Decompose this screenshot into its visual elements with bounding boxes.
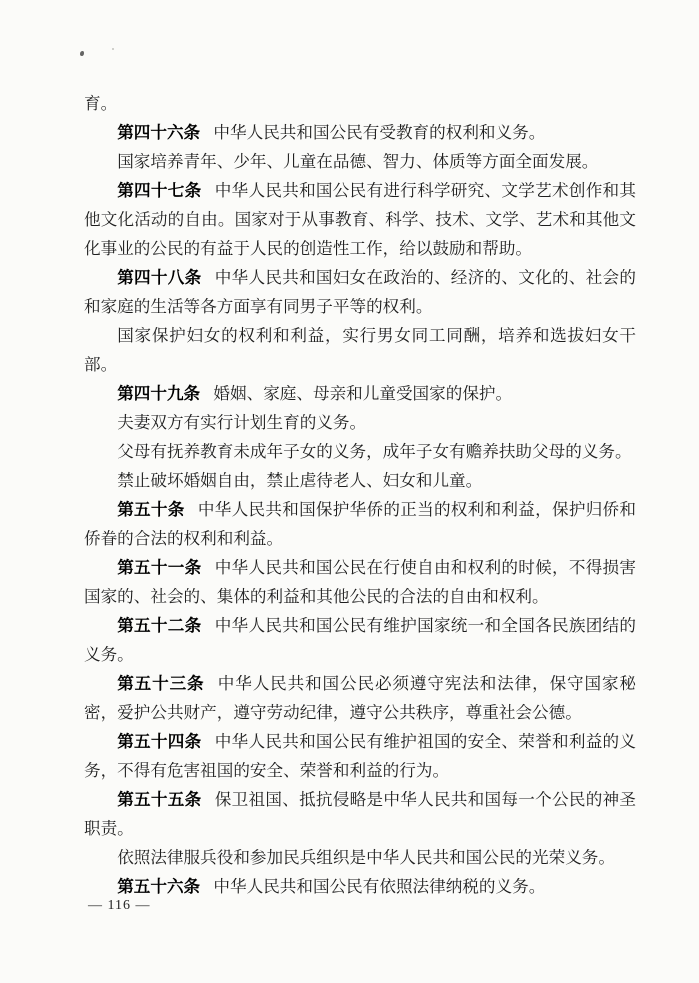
paragraph	[84, 379, 636, 408]
article-number: 第五十二条	[117, 616, 202, 635]
article-number: 第五十四条	[117, 732, 202, 751]
text-block	[84, 89, 636, 901]
article-number: 第五十三条	[117, 674, 205, 693]
paragraph-text: 中华人民共和国公民有进行科学研究、文学艺术创作和其他文化活动的自由。国家对于从事教育、科学、技术、文学、艺术和其他文化事业的公民的有益于人民的创造性工作，给以鼓励和帮助。	[84, 181, 637, 258]
paragraph	[84, 553, 636, 611]
paragraph	[84, 408, 636, 437]
article-number: 第五十六条	[117, 877, 201, 896]
paragraph-text: 育。	[84, 94, 118, 113]
article-number: 第五十五条	[117, 790, 202, 809]
paragraph	[84, 872, 636, 901]
paragraph-text: 中华人民共和国妇女在政治的、经济的、文化的、社会的和家庭的生活等各方面享有同男子平等的权利。	[84, 268, 637, 316]
paragraph	[84, 785, 636, 843]
paragraph-text: 父母有抚养教育未成年子女的义务，成年子女有赡养扶助父母的义务。	[117, 442, 632, 461]
paragraph	[84, 495, 636, 553]
paragraph	[84, 263, 636, 321]
article-number: 第四十七条	[117, 181, 202, 200]
paragraph-text: 中华人民共和国公民有维护国家统一和全国各民族团结的义务。	[84, 616, 637, 664]
paragraph	[84, 727, 636, 785]
paragraph-text: 国家培养青年、少年、儿童在品德、智力、体质等方面全面发展。	[117, 152, 599, 171]
paragraph-text: 婚姻、家庭、母亲和儿童受国家的保护。	[213, 384, 513, 403]
scan-speck-small	[112, 48, 114, 50]
paragraph	[84, 437, 636, 466]
paragraph-text: 中华人民共和国公民有受教育的权利和义务。	[213, 123, 546, 142]
paragraph	[84, 611, 636, 669]
article-number: 第五十条	[117, 500, 185, 519]
paragraph-text: 中华人民共和国保护华侨的正当的权利和利益，保护归侨和侨眷的合法的权利和利益。	[84, 500, 637, 548]
paragraph	[84, 669, 636, 727]
scan-speck	[80, 51, 84, 56]
page-number: — 116 —	[88, 898, 151, 913]
paragraph	[84, 843, 636, 872]
article-number: 第五十一条	[117, 558, 202, 577]
article-number: 第四十八条	[117, 268, 202, 287]
paragraph-text: 国家保护妇女的权利和利益，实行男女同工同酬，培养和选拔妇女干部。	[84, 326, 636, 374]
paragraph-text: 中华人民共和国公民必须遵守宪法和法律，保守国家秘密，爱护公共财产，遵守劳动纪律，遵守公共秩序，尊重社会公德。	[84, 674, 637, 722]
paragraph-text: 禁止破坏婚姻自由，禁止虐待老人、妇女和儿童。	[117, 471, 483, 490]
paragraph	[84, 321, 636, 379]
paragraph	[84, 176, 636, 263]
paragraph-text: 中华人民共和国公民在行使自由和权利的时候，不得损害国家的、社会的、集体的利益和其他公民的合法的自由和权利。	[84, 558, 637, 606]
paragraph	[84, 89, 636, 118]
article-number: 第四十九条	[117, 384, 201, 403]
paragraph	[84, 118, 636, 147]
paragraph	[84, 466, 636, 495]
paragraph-text: 中华人民共和国公民有依照法律纳税的义务。	[213, 877, 546, 896]
paragraph-text: 中华人民共和国公民有维护祖国的安全、荣誉和利益的义务，不得有危害祖国的安全、荣誉和利益的行为。	[84, 732, 637, 780]
paragraph-text: 依照法律服兵役和参加民兵组织是中华人民共和国公民的光荣义务。	[117, 848, 615, 867]
paragraph	[84, 147, 636, 176]
paragraph-text: 夫妻双方有实行计划生育的义务。	[117, 413, 367, 432]
article-number: 第四十六条	[117, 123, 201, 142]
paragraph-text: 保卫祖国、抵抗侵略是中华人民共和国每一个公民的神圣职责。	[84, 790, 637, 838]
